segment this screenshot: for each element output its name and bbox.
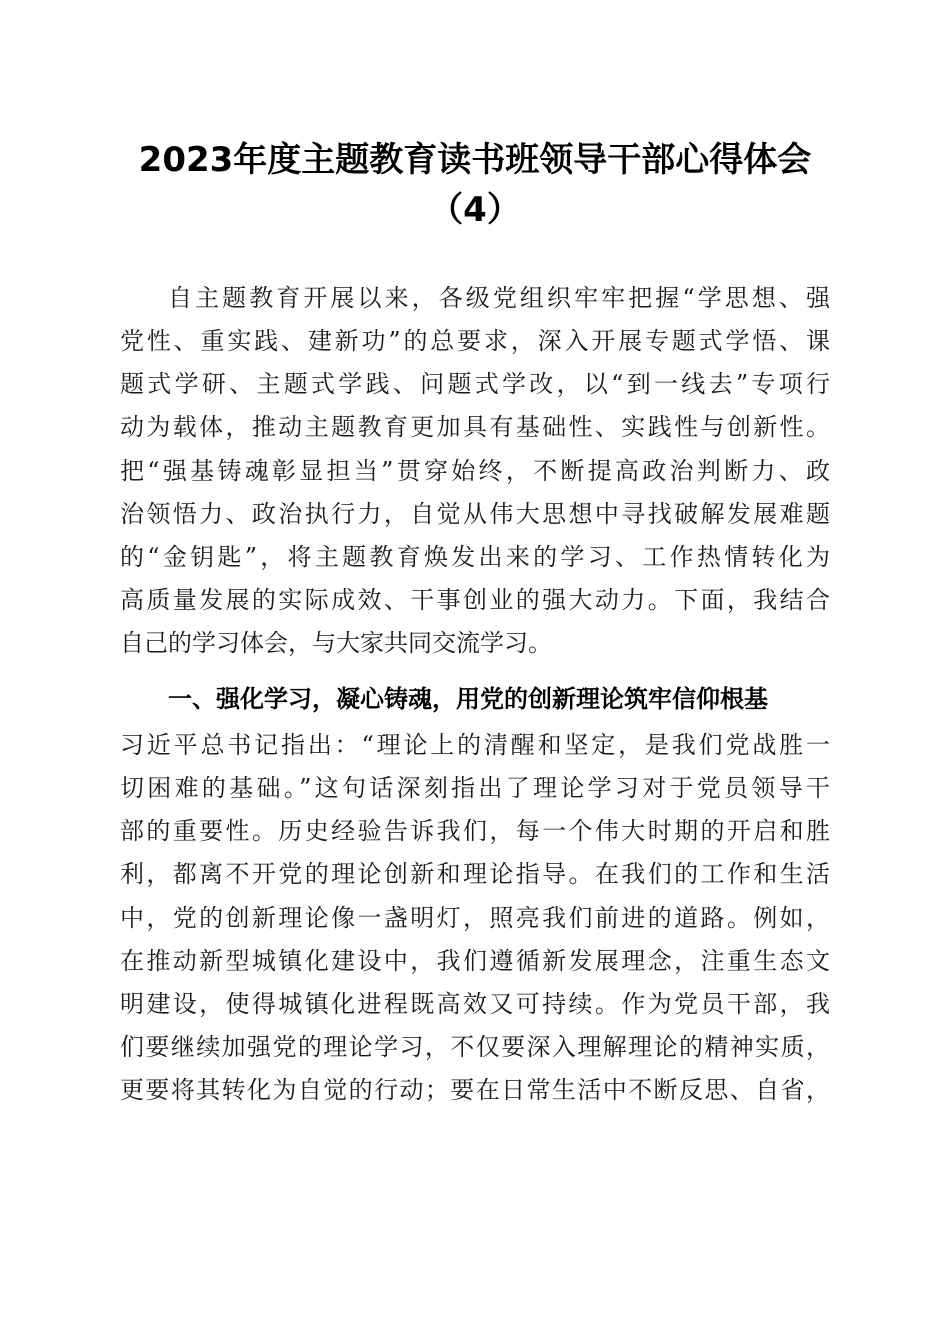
document-title: 2023年度主题教育读书班领导干部心得体会 — [138, 140, 812, 180]
paragraph-line: 自己的学习体会，与大家共同交流学习。 — [120, 629, 552, 657]
paragraph-line: 的“金钥匙”，将主题教育焕发出来的学习、工作热情转化为 — [120, 543, 830, 571]
paragraph-line: 在推动新型城镇化建设中，我们遵循新发展理念，注重生态文 — [120, 947, 830, 975]
paragraph-line: 题式学研、主题式学践、问题式学改，以“到一线去”专项行 — [120, 370, 830, 398]
paragraph-line: 利，都离不开党的理论创新和理论指导。在我们的工作和生活 — [120, 860, 830, 888]
paragraph-line: 部的重要性。历史经验告诉我们，每一个伟大时期的开启和胜 — [120, 817, 830, 845]
paragraph-line: 习近平总书记指出：“理论上的清醒和坚定，是我们党战胜一 — [120, 731, 830, 759]
document-title-number: （4） — [429, 190, 521, 230]
paragraph-line: 自主题教育开展以来，各级党组织牢牢把握“学思想、强 — [168, 284, 830, 312]
paragraph-line: 党性、重实践、建新功”的总要求，深入开展专题式学悟、课 — [120, 327, 830, 355]
paragraph-line: 切困难的基础。”这句话深刻指出了理论学习对于党员领导干 — [120, 774, 830, 802]
paragraph-line: 治领悟力、政治执行力，自觉从伟大思想中寻找破解发展难题 — [120, 500, 830, 528]
paragraph-line: 中，党的创新理论像一盏明灯，照亮我们前进的道路。例如， — [120, 904, 830, 932]
paragraph-line: 们要继续加强党的理论学习，不仅要深入理解理论的精神实质， — [120, 1033, 830, 1061]
paragraph-line: 高质量发展的实际成效、干事创业的强大动力。下面，我结合 — [120, 586, 830, 614]
section-heading: 一、强化学习，凝心铸魂，用党的创新理论筑牢信仰根基 — [168, 685, 768, 713]
paragraph-line: 动为载体，推动主题教育更加具有基础性、实践性与创新性。 — [120, 413, 830, 441]
paragraph-line: 更要将其转化为自觉的行动；要在日常生活中不断反思、自省， — [120, 1076, 830, 1104]
paragraph-line: 把“强基铸魂彰显担当”贯穿始终，不断提高政治判断力、政 — [120, 457, 830, 485]
paragraph-line: 明建设，使得城镇化进程既高效又可持续。作为党员干部，我 — [120, 990, 830, 1018]
